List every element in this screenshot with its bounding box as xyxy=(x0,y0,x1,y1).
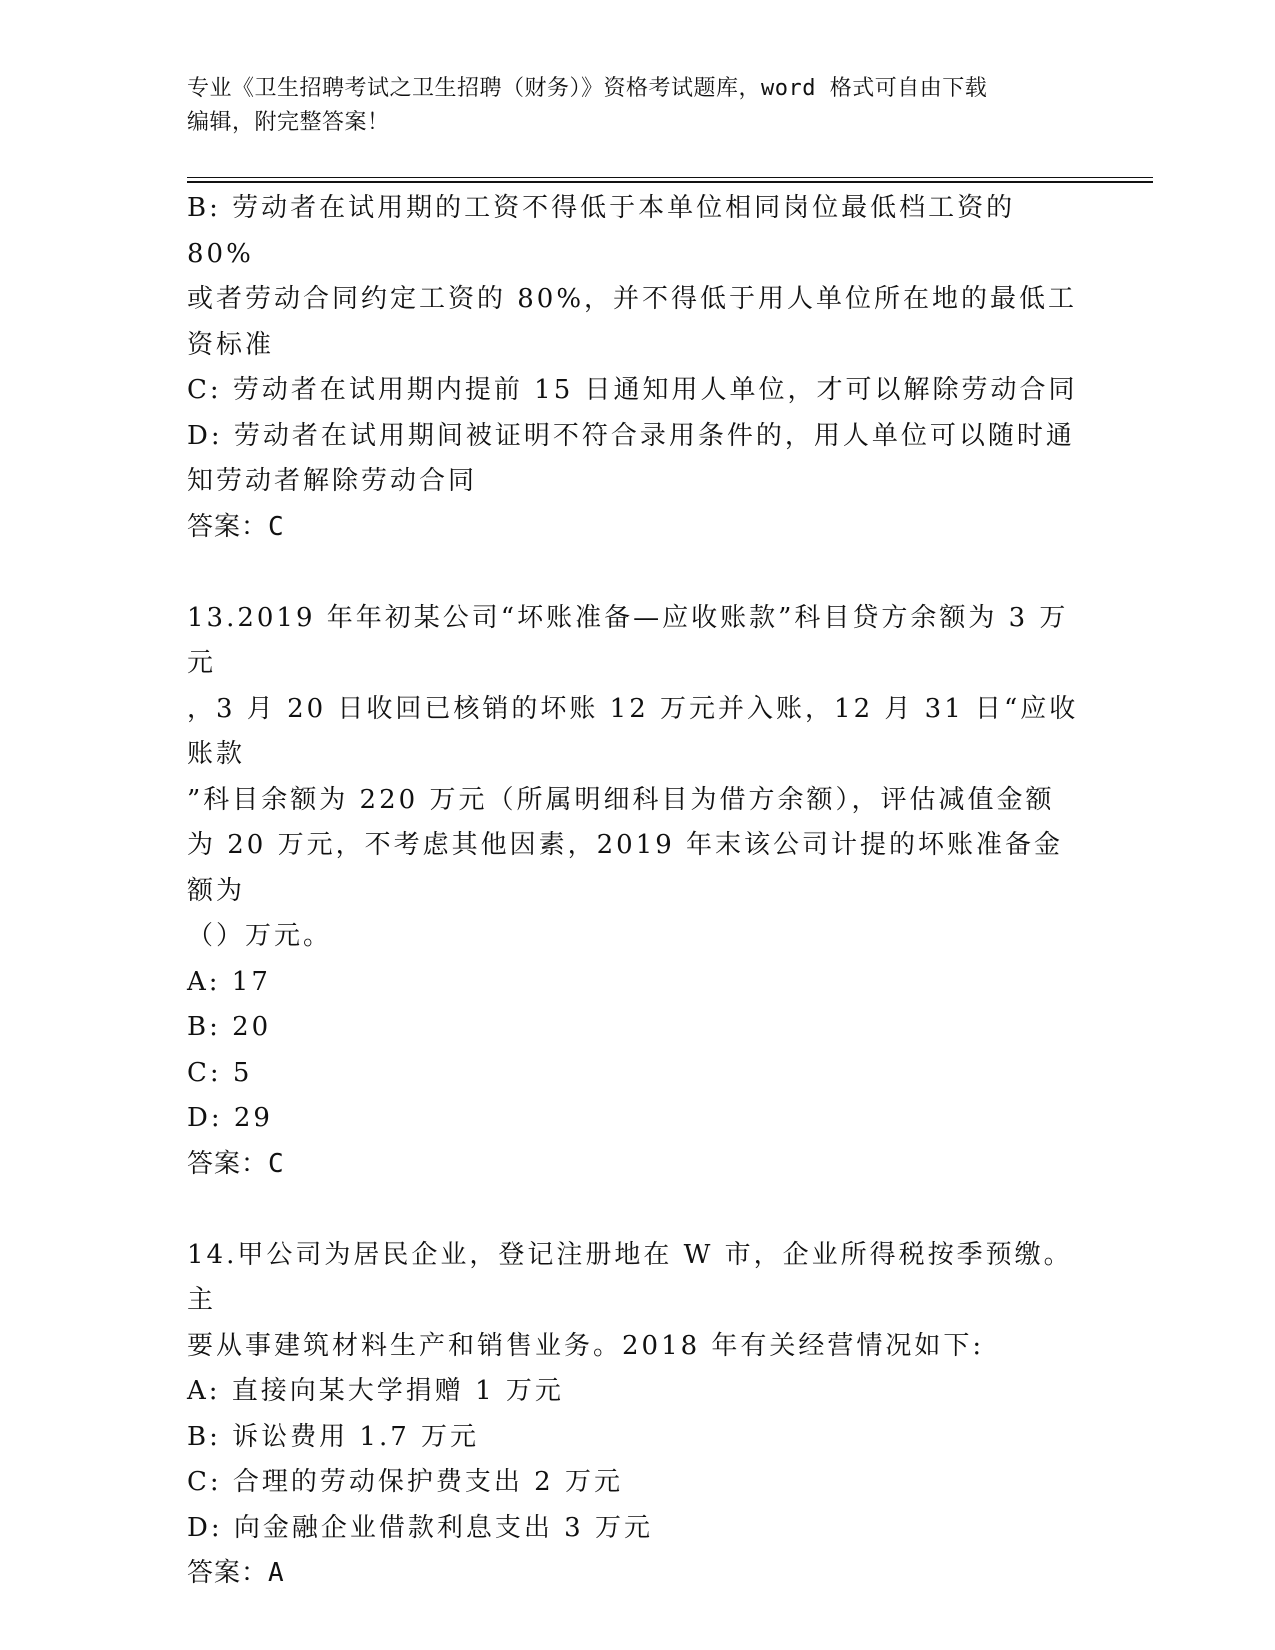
question-13 xyxy=(187,596,1087,1188)
header-divider-thin xyxy=(187,177,1153,178)
q13-option-a: A: 17 xyxy=(187,966,271,997)
q13-stem-line-3: ”科目余额为 220 万元（所属明细科目为借方余额），评估减值金额 xyxy=(187,784,1055,815)
q14-stem-line-2: 要从事建筑材料生产和销售业务。2018 年有关经营情况如下: xyxy=(187,1330,985,1361)
header-line-1: 专业《卫生招聘考试之卫生招聘（财务）》资格考试题库，word 格式可自由下载 xyxy=(187,76,988,101)
q12-answer: 答案：C xyxy=(187,511,285,542)
document-header xyxy=(187,72,1067,140)
q13-option-d: D: 29 xyxy=(187,1103,273,1133)
q13-option-c: C: 5 xyxy=(187,1057,253,1088)
header-line-2: 编辑，附完整答案！ xyxy=(187,110,390,135)
q13-answer: 答案：C xyxy=(187,1148,285,1179)
q13-stem-line-2: ，3 月 20 日收回已核销的坏账 12 万元并入账，12 月 31 日“应收账款 xyxy=(187,693,1079,769)
q13-stem-line-4: 为 20 万元，不考虑其他因素，2019 年末该公司计提的坏账准备金额为 xyxy=(187,830,1064,906)
q13-option-b: B: 20 xyxy=(187,1012,272,1042)
q14-stem-line-1: 14.甲公司为居民企业，登记注册地在 W 市，企业所得税按季预缴。主 xyxy=(187,1239,1073,1315)
question-14 xyxy=(187,1233,1087,1597)
q13-stem-line-1: 13.2019 年年初某公司“坏账准备—应收账款”科目贷方余额为 3 万元 xyxy=(187,602,1069,678)
q12-option-c: C: 劳动者在试用期内提前 15 日通知用人单位，才可以解除劳动合同 xyxy=(187,375,1078,405)
document-body xyxy=(187,186,1087,1597)
q12-option-d-line-2: 知劳动者解除劳动合同 xyxy=(187,466,478,496)
question-12-continued xyxy=(187,186,1087,550)
q14-option-b: B: 诉讼费用 1.7 万元 xyxy=(187,1421,480,1452)
q14-answer: 答案：A xyxy=(187,1558,285,1588)
q12-option-b-line-3: 资标准 xyxy=(187,329,275,360)
header-divider-thick xyxy=(187,181,1153,183)
q12-option-b-line-2: 或者劳动合同约定工资的 80%，并不得低于用人单位所在地的最低工 xyxy=(187,284,1078,314)
q14-option-c: C: 合理的劳动保护费支出 2 万元 xyxy=(187,1467,623,1497)
q13-stem-line-5: （）万元。 xyxy=(187,921,333,951)
q14-option-d: D: 向金融企业借款利息支出 3 万元 xyxy=(187,1512,653,1543)
q14-option-a: A: 直接向某大学捐赠 1 万元 xyxy=(187,1376,564,1406)
q12-option-d-line-1: D: 劳动者在试用期间被证明不符合录用条件的，用人单位可以随时通 xyxy=(187,420,1075,451)
q12-option-b-line-1: B: 劳动者在试用期的工资不得低于本单位相同岗位最低档工资的 80% xyxy=(187,193,1027,269)
